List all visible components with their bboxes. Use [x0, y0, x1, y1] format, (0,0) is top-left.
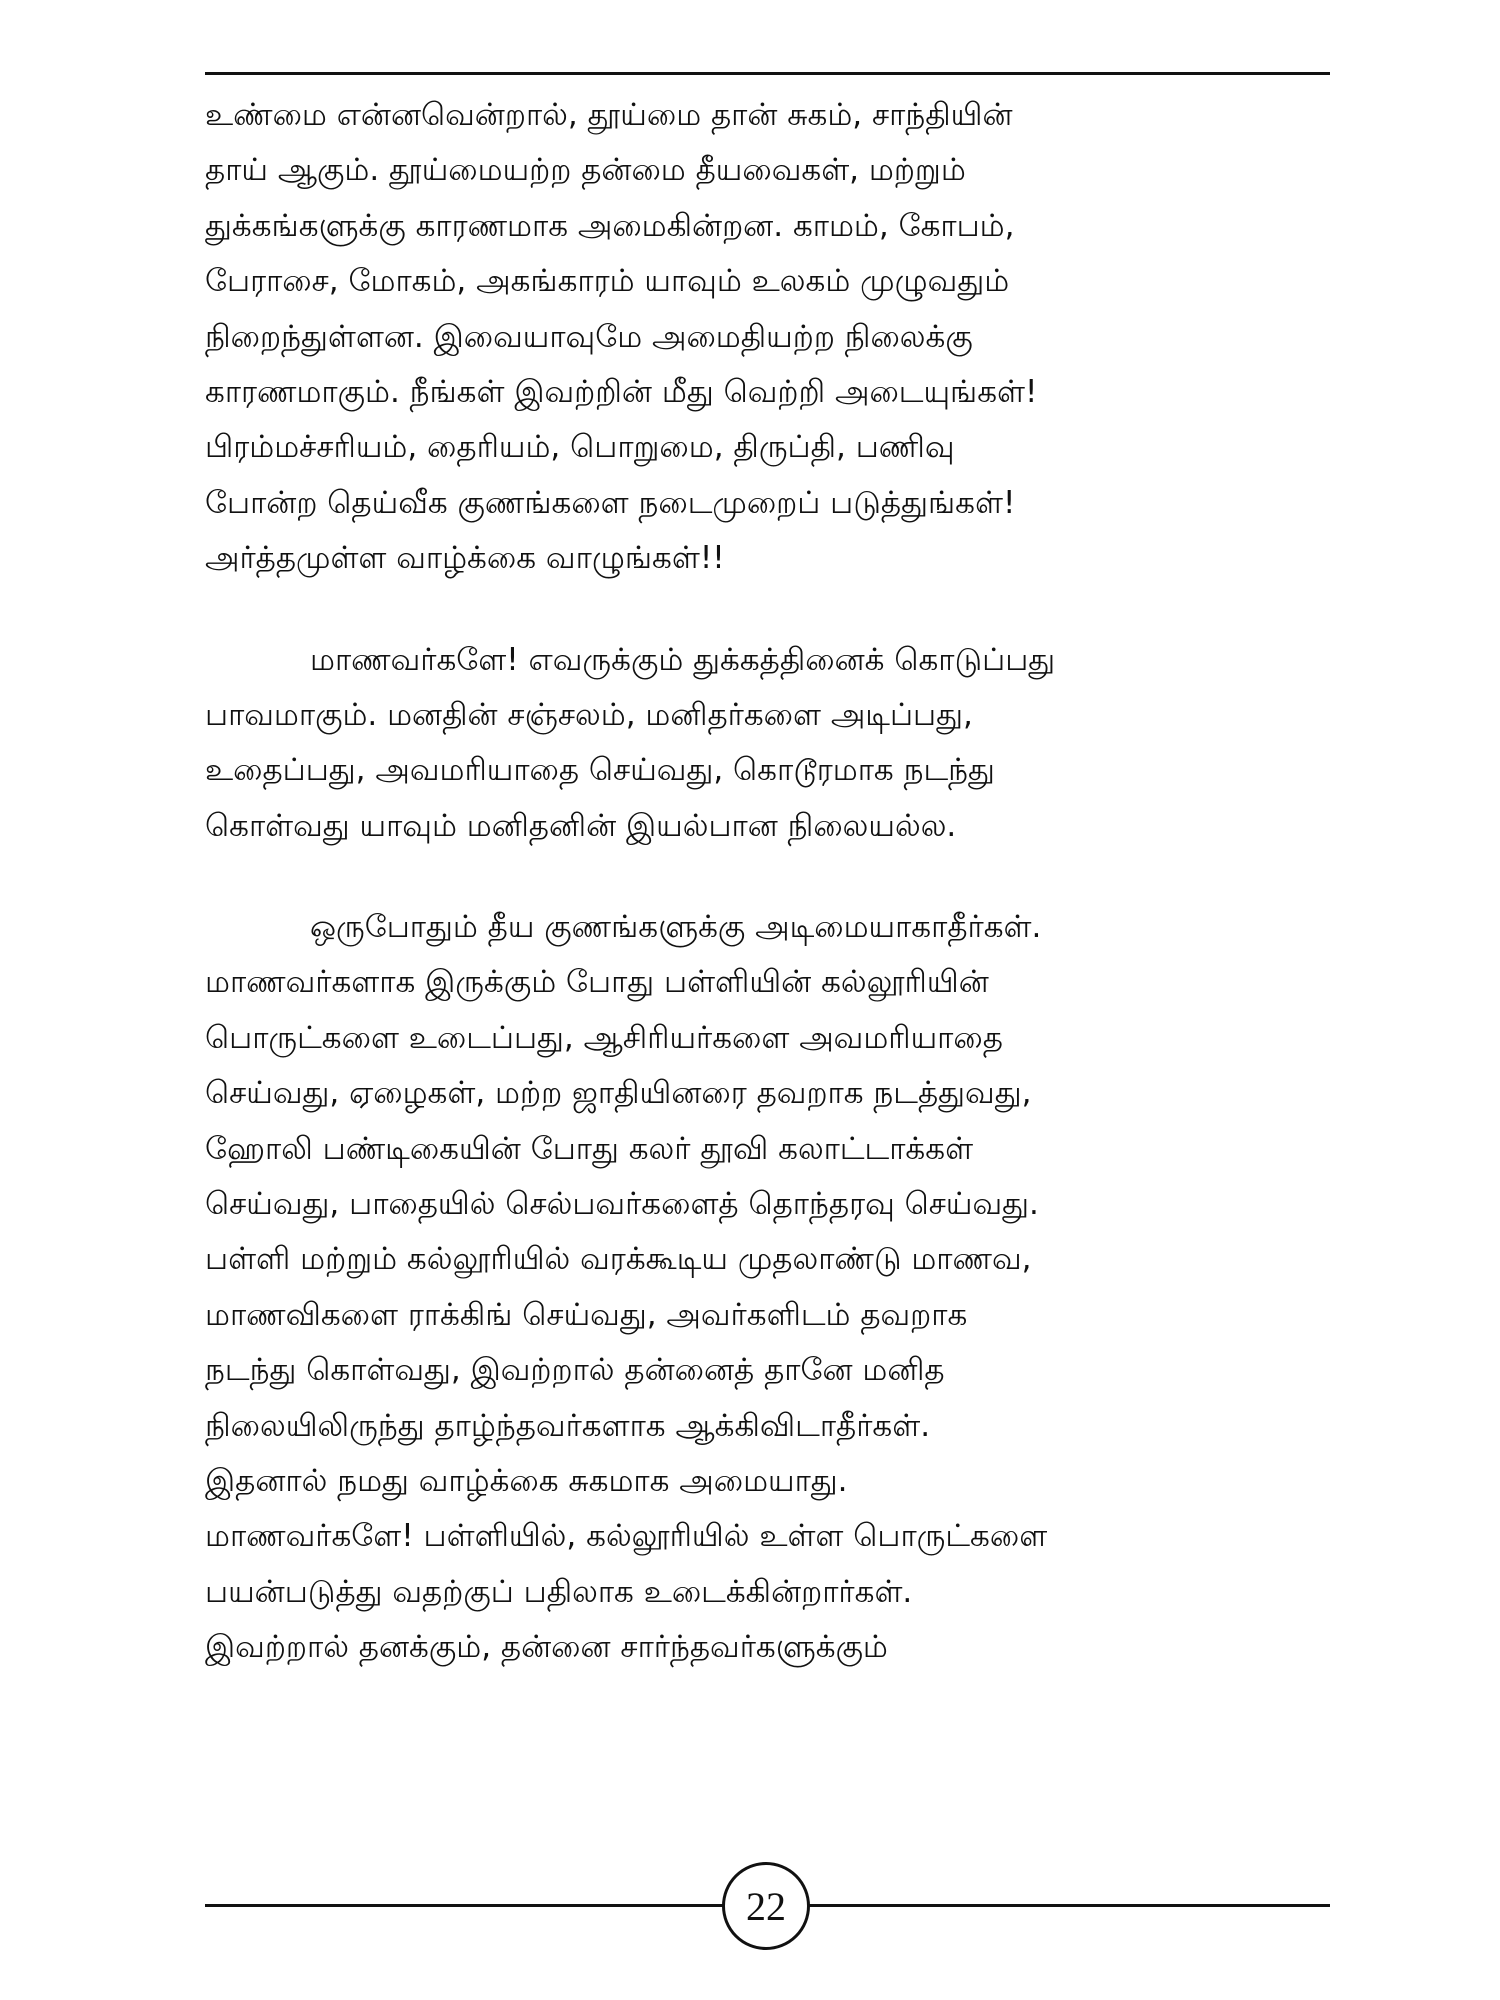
paragraph-gap [205, 587, 1330, 633]
text-line: ஒருபோதும் தீய குணங்களுக்கு அடிமையாகாதீர்கள். [310, 909, 1042, 946]
paragraph-2 [205, 633, 1330, 855]
text-line: செய்வது, பாதையில் செல்பவர்களைத் தொந்தரவு செய்வது. [205, 1186, 1039, 1223]
text-line: நிலையிலிருந்து தாழ்ந்தவர்களாக ஆக்கிவிடாதீர்கள். [205, 1407, 931, 1444]
text-line: உதைப்பது, அவமரியாதை செய்வது, கொடூரமாக நடந்து [205, 752, 995, 789]
top-rule [205, 72, 1330, 75]
text-line: மாணவர்களே! எவருக்கும் துக்கத்தினைக் கொடுப்பது [310, 641, 1056, 678]
text-line: தாய் ஆகும். தூய்மையற்ற தன்மை தீயவைகள், மற்றும் [205, 152, 966, 189]
paragraph-1 [205, 88, 1330, 587]
text-line: பிரம்மச்சரியம், தைரியம், பொறுமை, திருப்தி, பணிவு [205, 429, 955, 466]
text-line: கொள்வது யாவும் மனிதனின் இயல்பான நிலையல்ல. [205, 807, 957, 844]
text-line: செய்வது, ஏழைகள், மற்ற ஜாதியினரை தவறாக நடத்துவது, [205, 1075, 1032, 1112]
text-line: பொருட்களை உடைப்பது, ஆசிரியர்களை அவமரியாதை [205, 1019, 1003, 1056]
text-line: உண்மை என்னவென்றால், தூய்மை தான் சுகம், சாந்தியின் [205, 97, 1013, 133]
text-line: இவற்றால் தனக்கும், தன்னை சார்ந்தவர்களுக்கும் [205, 1629, 888, 1666]
page-number: 22 [746, 1883, 786, 1929]
text-line: ஹோலி பண்டிகையின் போது கலர் தூவி கலாட்டாக்கள் [205, 1130, 974, 1167]
text-line: பாவமாகும். மனதின் சஞ்சலம், மனிதர்களை அடிப்பது, [205, 696, 973, 733]
page-body [205, 88, 1330, 1676]
text-line: அர்த்தமுள்ள வாழ்க்கை வாழுங்கள்!! [205, 540, 725, 577]
text-line: மாணவர்களாக இருக்கும் போது பள்ளியின் கல்லூரியின் [205, 964, 989, 1001]
text-line: மாணவிகளை ராக்கிங் செய்வது, அவர்களிடம் தவறாக [205, 1296, 968, 1333]
text-line: மாணவர்களே! பள்ளியில், கல்லூரியில் உள்ள பொருட்களை [205, 1518, 1048, 1555]
text-line: நிறைந்துள்ளன. இவையாவுமே அமைதியற்ற நிலைக்கு [205, 318, 973, 355]
text-line: பேராசை, மோகம், அகங்காரம் யாவும் உலகம் முழுவதும் [205, 263, 1010, 300]
page-number-circle [722, 1862, 810, 1950]
text-line: பள்ளி மற்றும் கல்லூரியில் வரக்கூடிய முதலாண்டு மாணவ, [205, 1241, 1032, 1278]
text-line: பயன்படுத்து வதற்குப் பதிலாக உடைக்கின்றார்கள். [205, 1573, 913, 1610]
text-line: காரணமாகும். நீங்கள் இவற்றின் மீது வெற்றி அடையுங்கள்! [205, 373, 1038, 410]
text-line: நடந்து கொள்வது, இவற்றால் தன்னைத் தானே மனித [205, 1352, 945, 1389]
text-line: துக்கங்களுக்கு காரணமாக அமைகின்றன. காமம், கோபம், [205, 207, 1015, 244]
paragraph-gap [205, 854, 1330, 900]
paragraph-3 [205, 900, 1330, 1675]
text-line: போன்ற தெய்வீக குணங்களை நடைமுறைப் படுத்துங்கள்! [205, 484, 1016, 521]
text-line: இதனால் நமது வாழ்க்கை சுகமாக அமையாது. [205, 1462, 848, 1499]
